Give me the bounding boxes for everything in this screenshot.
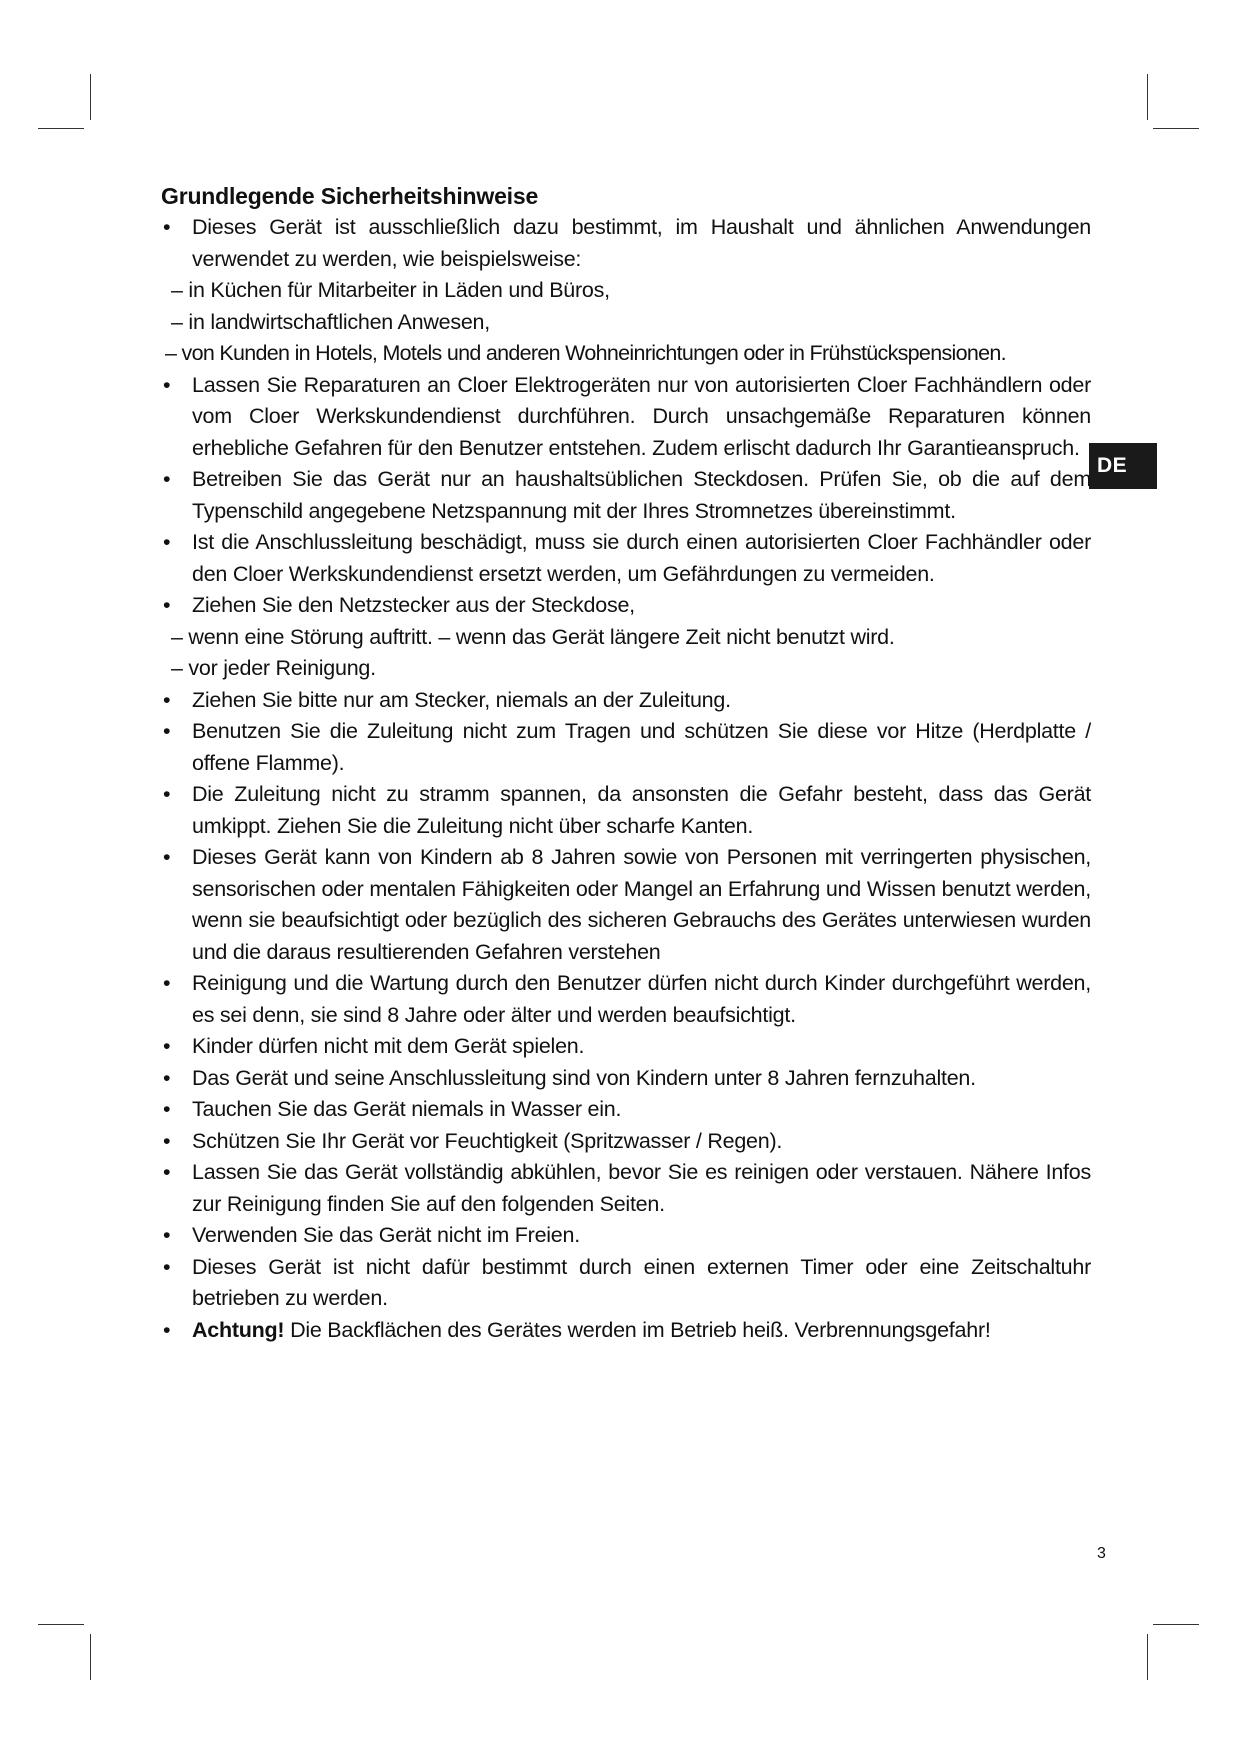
language-tab: DE: [1089, 443, 1157, 489]
crop-mark-bottom-right-h: [1153, 1624, 1199, 1625]
warning-text: Die Backflächen des Gerätes werden im Betrieb heiß. Verbrennungsgefahr!: [284, 1317, 991, 1342]
warning-item: [161, 1315, 1091, 1347]
crop-mark-bottom-right-v: [1147, 1634, 1148, 1680]
list-subitem: – in Küchen für Mitarbeiter in Läden und Büros,: [171, 278, 610, 302]
list-item: • Betreiben Sie das Gerät nur an haushaltsüblichen Steckdosen. Prüfen Sie, ob die auf dem Typenschild angegebene Netzspannung mit der Ihres Stromnetzes übereinstimmt.: [161, 464, 1091, 527]
section-heading: Grundlegende Sicherheitshinweise: [161, 183, 539, 209]
warning-label: Achtung!: [192, 1317, 285, 1342]
list-item: • Verwenden Sie das Gerät nicht im Freien.: [161, 1220, 1091, 1252]
crop-mark-top-left-h: [38, 128, 84, 129]
list-item: • Schützen Sie Ihr Gerät vor Feuchtigkeit (Spritzwasser / Regen).: [161, 1126, 1091, 1158]
list-item: • Kinder dürfen nicht mit dem Gerät spielen.: [161, 1031, 1091, 1063]
crop-mark-top-left-v: [90, 74, 91, 120]
list-item: • Ist die Anschlussleitung beschädigt, muss sie durch einen autorisierten Cloer Fachhändler oder den Cloer Werkskundendienst ersetzt werden, um Gefährdungen zu vermeiden.: [161, 527, 1091, 590]
list-item: • Das Gerät und seine Anschlussleitung sind von Kindern unter 8 Jahren fernzuhalten.: [161, 1063, 1091, 1095]
list-item: • Dieses Gerät ist ausschließlich dazu bestimmt, im Haushalt und ähnlichen Anwendungen verwendet zu werden, wie beispielsweise:: [161, 212, 1091, 275]
crop-mark-top-right-v: [1147, 74, 1148, 120]
list-item: • Dieses Gerät kann von Kindern ab 8 Jahren sowie von Personen mit verringerten physischen, sensorischen oder mentalen Fähigkeiten oder Mangel an Erfahrung und Wissen benutzt werden, wenn sie beaufsichtigt oder bezüglich des sicheren Gebrauchs des Gerätes unterwiesen wurden und die daraus resultierenden Gefahren verstehen: [161, 842, 1091, 968]
list-item: • Ziehen Sie den Netzstecker aus der Steckdose,: [161, 590, 1091, 622]
list-subitem: – in landwirtschaftlichen Anwesen,: [171, 309, 490, 334]
list-item: • Dieses Gerät ist nicht dafür bestimmt durch einen externen Timer oder eine Zeitschaltuhr betrieben zu werden.: [161, 1252, 1091, 1315]
list-item: • Reinigung und die Wartung durch den Benutzer dürfen nicht durch Kinder durchgeführt werden, es sei denn, sie sind 8 Jahre oder älter und werden beaufsichtigt.: [161, 968, 1091, 1031]
list-item: • Benutzen Sie die Zuleitung nicht zum Tragen und schützen Sie diese vor Hitze (Herdplatte / offene Flamme).: [161, 716, 1091, 779]
list-item: • Lassen Sie Reparaturen an Cloer Elektrogeräten nur von autorisierten Cloer Fachhändlern oder vom Cloer Werkskundendienst durchführen. Durch unsachgemäße Reparaturen können erhebliche Gefahren für den Benutzer entstehen. Zudem erlischt dadurch Ihr Garantieanspruch.: [161, 370, 1091, 465]
list-subitem: – vor jeder Reinigung.: [171, 656, 376, 680]
list-item: • Die Zuleitung nicht zu stramm spannen, da ansonsten die Gefahr besteht, dass das Gerät umkippt. Ziehen Sie die Zuleitung nicht über scharfe Kanten.: [161, 779, 1091, 842]
page-number: 3: [1097, 1545, 1106, 1562]
list-subitem: – von Kunden in Hotels, Motels und anderen Wohneinrichtungen oder in Frühstückspensionen.: [165, 341, 1006, 365]
crop-mark-bottom-left-h: [38, 1624, 84, 1625]
list-item: • Tauchen Sie das Gerät niemals in Wasser ein.: [161, 1094, 1091, 1126]
safety-list: [161, 212, 1091, 1346]
list-subitem: – wenn eine Störung auftritt. – wenn das Gerät längere Zeit nicht benutzt wird.: [171, 624, 895, 649]
crop-mark-bottom-left-v: [90, 1634, 91, 1680]
list-item: • Lassen Sie das Gerät vollständig abkühlen, bevor Sie es reinigen oder verstauen. Nähere Infos zur Reinigung finden Sie auf den folgenden Seiten.: [161, 1157, 1091, 1220]
safety-section: [161, 180, 1091, 1346]
list-item: • Ziehen Sie bitte nur am Stecker, niemals an der Zuleitung.: [161, 685, 1091, 717]
crop-mark-top-right-h: [1153, 128, 1199, 129]
